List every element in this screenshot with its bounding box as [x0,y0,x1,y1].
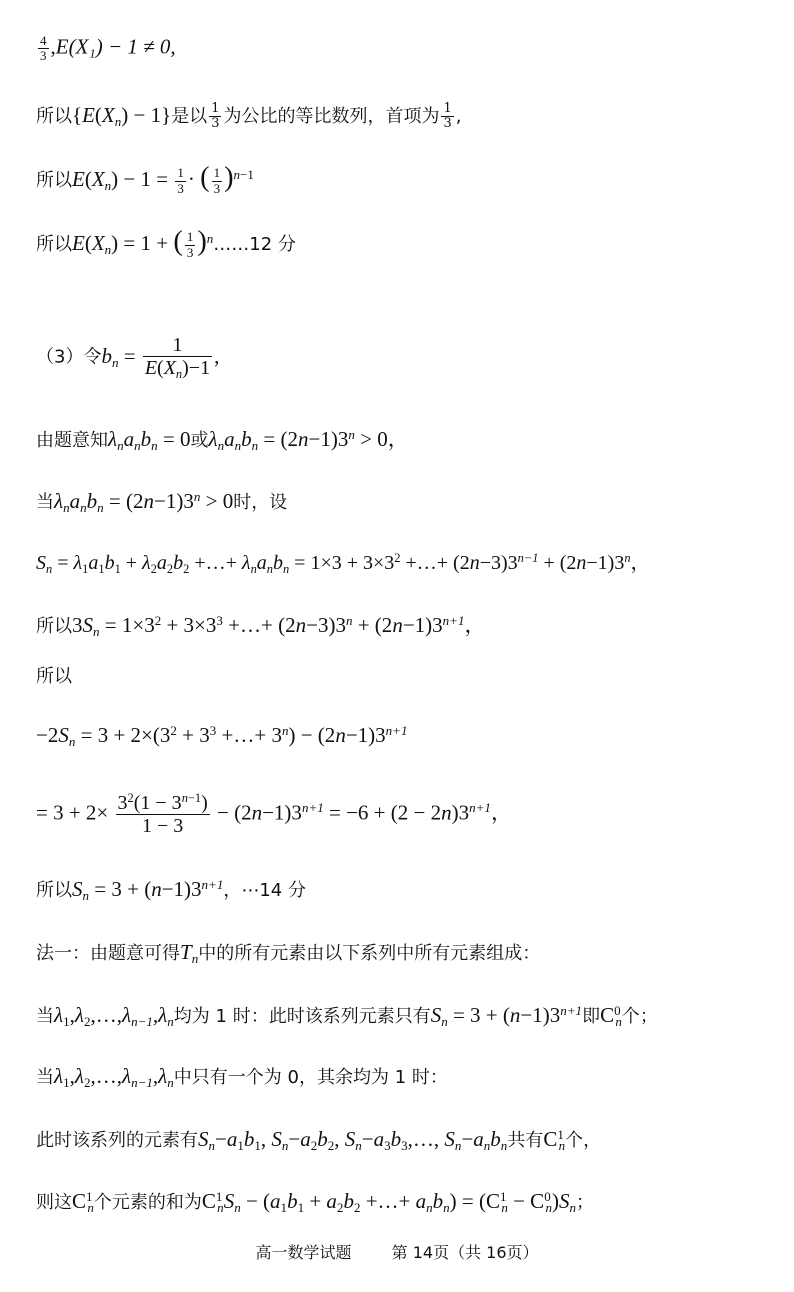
doc-line-3: 所以$E(X_n) - 1$ = $\frac{1}{3}$ · ( $\frac{1}{3}$ )$^{n-1}$ [36,162,254,196]
line6-or: 或 [190,430,209,452]
case2-line3-prefix: 则这 [36,1192,72,1214]
case2-line3-mid: 个元素的和为 [93,1192,202,1214]
doc-line-6: 由题意知$\lambda_na_nb_n = 0$或$\lambda_na_nb_n = (2n-1)3^n > 0$， [36,427,409,454]
case2-line3-end: ； [576,1192,595,1214]
line1-text: E(X₁) − 1 ≠ 0, [55,34,176,59]
doc-line-18: 则这$C^1_n$个元素的和为$C^1_nS_n - (a_1b_1 + a_2b_2$ +…+ $a_nb_n) = (C^1_n - C^0_n)S_n$； [36,1189,595,1216]
doc-line-15: 当$\lambda_1,\lambda_2,\dots,\lambda_{n-1},\lambda_n$均为 1 时：此时该系列元素只有$S_n = 3 + (n-1)3^{n+1}$即$C^0_n$个； [36,1003,658,1030]
doc-line-11: $-2S_n = 3 + 2\times(3^2 + 3^3$ +…+ $3^n) - (2n-1)3^{n+1}$ [36,723,408,750]
doc-line-1: $\frac{4}{3}$ ,E(X₁) − 1 ≠ 0, [40,33,176,64]
doc-line-13: 所以$S_n = 3 + (n-1)3^{n+1}$，⋯14 分 [36,877,306,904]
fraction-4-3: $\frac{4}{3}$ [40,33,47,64]
doc-line-12: = 3 + 2× $\frac{3^2(1 - 3^{n-1})}{1 - 3}$ − $(2n-1)3^{n+1} = -6 + (2 - 2n)3^{n+1}$， [36,791,512,837]
page-footer [0,1240,794,1263]
doc-line-8: $S_n = \lambda_1a_1b_1 + \lambda_2a_2b_2$ +…+ $\lambda_na_nb_n = 1\times 3 + 3\times 3^2$ +…+ $(2n-3)3^{n-1} + (2n-1)3^n$， [36,551,651,576]
method1-suffix: 中的所有元素由以下系列中所有元素组成： [198,943,541,964]
case2-line2-prefix: 此时该系列的元素有 [36,1130,198,1152]
case2-prefix: 当 [36,1067,54,1088]
line6-prefix: 由题意知 [36,430,108,452]
case2-suffix: 中只有一个为 0，其余均为 1 时： [173,1067,448,1088]
line3-prefix: 所以 [36,170,72,191]
footer-title: 高一数学试题 [255,1243,352,1262]
doc-line-4: 所以$E(X_n) = 1$ + ( $\frac{1}{3}$ )$^n$……12 分 [36,226,296,260]
line9-prefix: 所以 [36,616,72,638]
case1-prefix: 当 [36,1006,54,1028]
doc-line-5: （3）令$b_n$ = $\frac{1}{E(X_n)-1}$ , [36,334,220,381]
case1-tail-ge: 个； [621,1006,658,1028]
case2-line2-mid: 共有 [507,1130,544,1152]
case1-tail-ji: 即 [582,1006,601,1028]
part3-label: （3）令 [36,346,102,368]
footer-page-number: 第 14页（共 16页） [391,1243,539,1262]
case2-line2-suffix: 个， [565,1130,602,1152]
doc-line-14: 法一：由题意可得$T_n$中的所有元素由以下系列中所有元素组成： [36,940,541,967]
doc-line-9: 所以$3S_n = 1\times 3^2 + 3\times 3^3$ +…+ $(2n-3)3^n + (2n-1)3^{n+1}$， [36,613,486,640]
doc-line-2: 所以$\{E(X_n) - 1\}$是以 $\frac{1}{3}$ 为公比的等比数列，首项为 $\frac{1}{3}$ , [36,101,462,132]
case1-mid: 均为 1 时：此时该系列元素只有 [173,1006,431,1028]
doc-line-17: 此时该系列的元素有$S_n-a_1b_1$, $S_n-a_2b_2$, $S_n-a_3b_3,\dots$, $S_n-a_nb_n$共有$C^1_n$个， [36,1127,602,1154]
line2-mid: 是以 [171,105,208,127]
method1-prefix: 法一：由题意可得 [36,943,180,964]
line7-prefix: 当 [36,492,54,514]
doc-line-10: 所以 [36,666,72,687]
line2-ratio-text: 为公比的等比数列，首项为 [223,105,440,127]
doc-line-16: 当$\lambda_1,\lambda_2,\dots,\lambda_{n-1},\lambda_n$中只有一个为 0，其余均为 1 时： [36,1064,448,1091]
line2-prefix: 所以 [36,105,72,127]
line7-suffix: 时，设 [233,492,288,514]
line4-points: ……12 分 [213,234,296,255]
line13-prefix: 所以 [36,880,72,902]
line13-points: ，⋯14 分 [223,880,306,902]
line4-prefix: 所以 [36,234,72,255]
doc-line-7: 当$\lambda_na_nb_n = (2n-1)3^n > 0$时，设 [36,489,288,516]
